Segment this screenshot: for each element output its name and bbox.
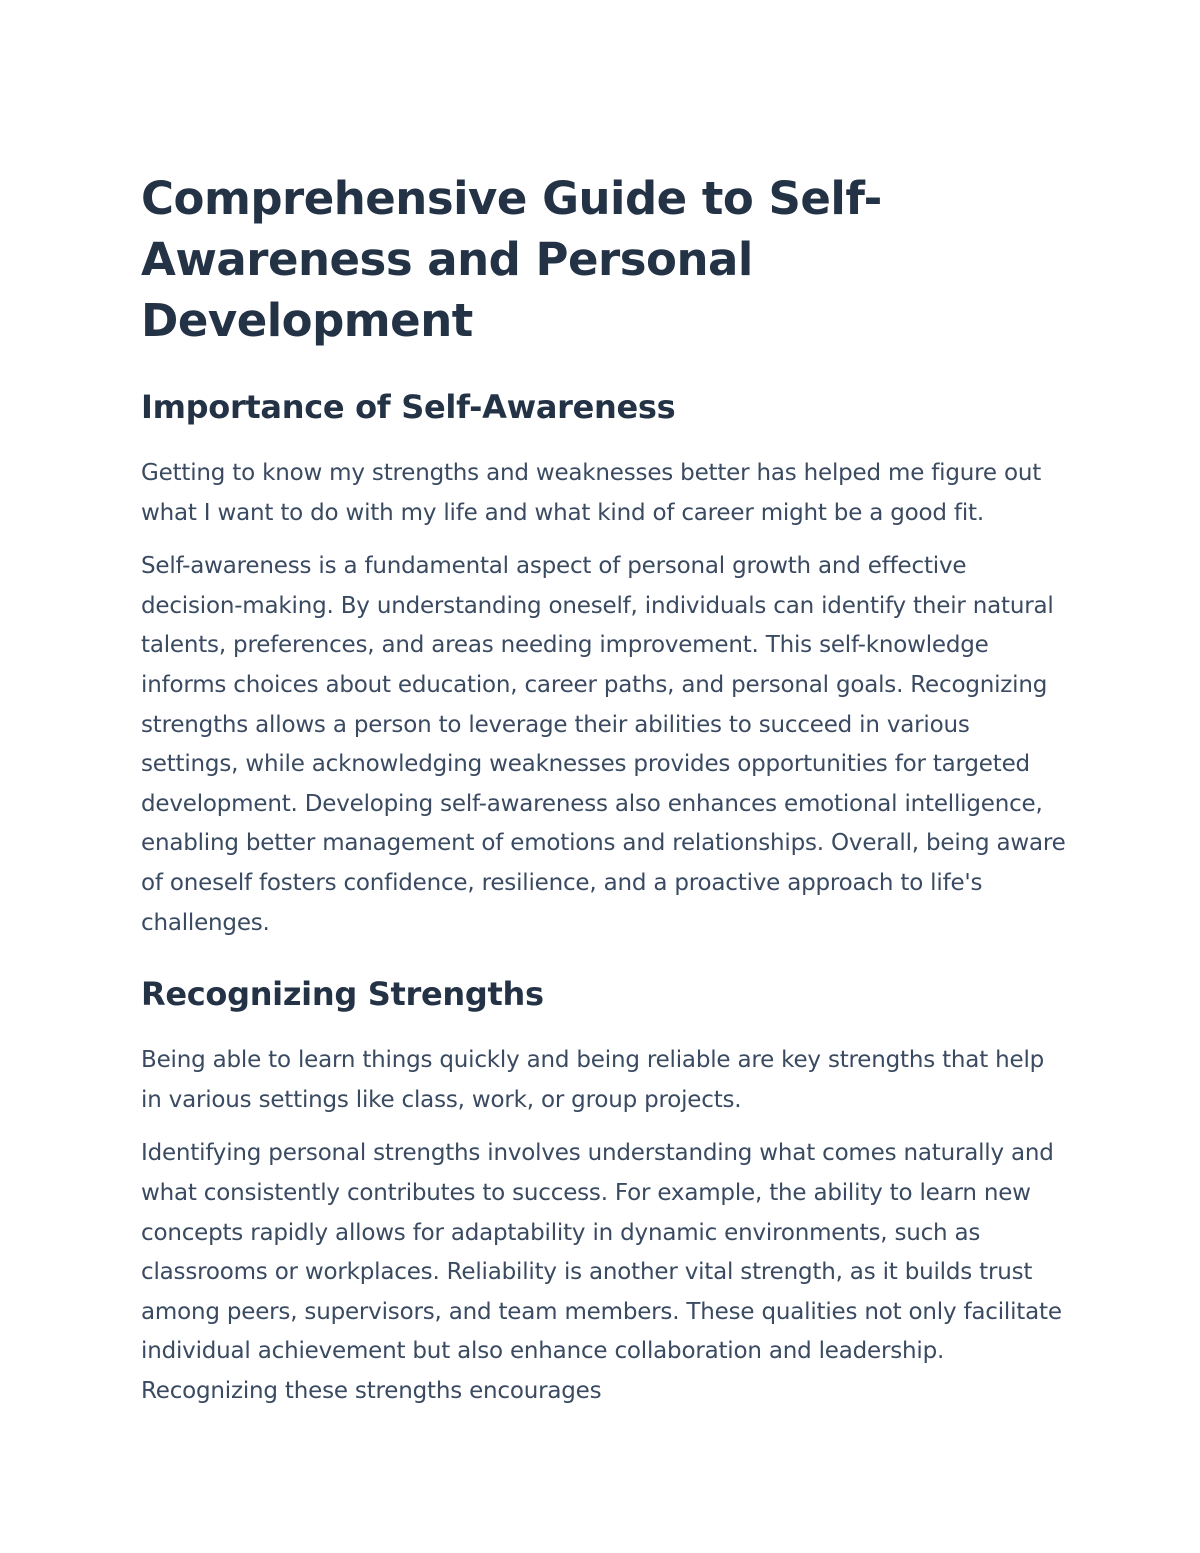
paragraph-importance-body: Self-awareness is a fundamental aspect of personal growth and effective decision-making. By understanding oneself, individuals can identify their natural talents, preferences, and areas needing improvement. This self-knowledge informs choices about education, career paths, and personal goals. Recognizing strengths allows a person to leverage their abilities to succeed in various settings, while acknowledging weaknesses provides opportunities for targeted development. Developing self-awareness also enhances emotional intelligence, enabling better management of emotions and relationships. Overall, being aware of oneself fosters confidence, resilience, and a proactive approach to life's challenges. [141,553,1066,936]
paragraph-importance-intro: Getting to know my strengths and weaknesses better has helped me figure out what I want to do with my life and what kind of career might be a good fit. [141,460,1042,526]
paragraph-strengths-intro: Being able to learn things quickly and being reliable are key strengths that help in various settings like class, work, or group projects. [141,1047,1045,1113]
paragraph-strengths-body: Identifying personal strengths involves understanding what comes naturally and what consistently contributes to success. For example, the ability to learn new concepts rapidly allows for adaptability in dynamic environments, such as classrooms or workplaces. Reliability is another vital strength, as it builds trust among peers, supervisors, and team members. These qualities not only facilitate individual achievement but also enhance collaboration and leadership. Recognizing these strengths encourages [141,1140,1062,1404]
document-title: Comprehensive Guide to Self-Awareness and Personal Development [141,172,882,347]
section-heading-strengths: Recognizing Strengths [141,975,544,1014]
section-heading-importance: Importance of Self-Awareness [141,388,676,426]
document-page [141,168,1066,1411]
